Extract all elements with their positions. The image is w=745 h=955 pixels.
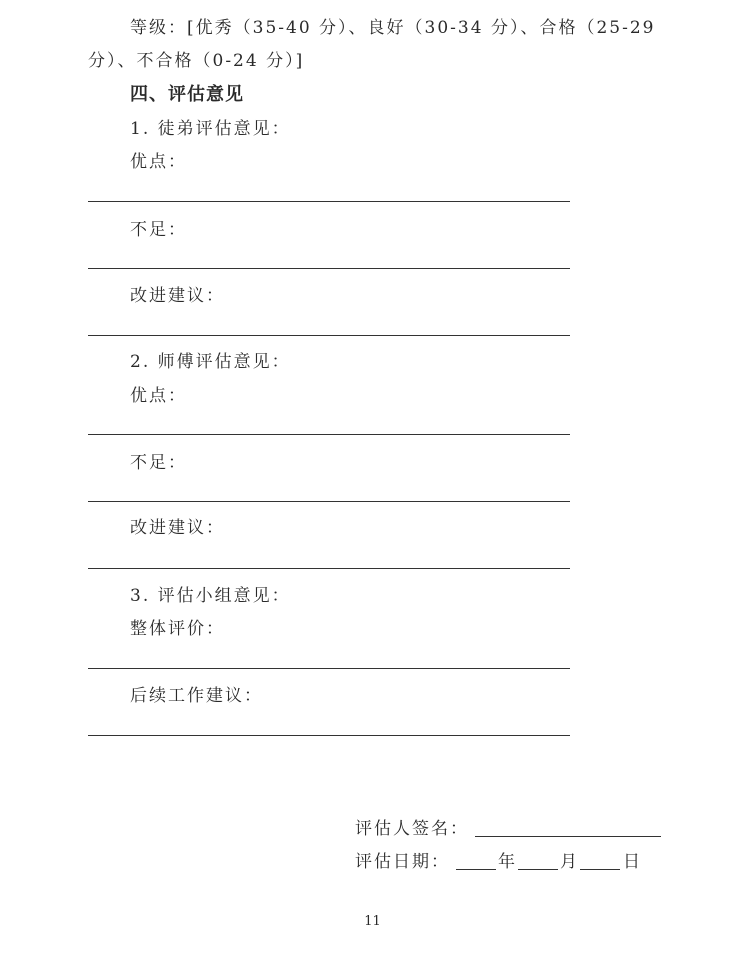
date-year-line[interactable] [456,869,496,870]
apprentice-strengths-line[interactable] [88,201,570,202]
mentor-strengths-label: 优点： [130,386,187,406]
date-day-unit: 日 [623,852,642,872]
date-label: 评估日期： [355,852,450,872]
date-year-unit: 年 [498,852,517,872]
grade-line-1: 等级：[优秀（35-40 分）、良好（30-34 分）、合格（25-29 [130,18,656,38]
apprentice-heading: 1. 徒弟评估意见： [130,119,291,139]
section-title: 四、评估意见 [130,84,244,105]
panel-overall-line[interactable] [88,668,570,669]
mentor-strengths-line[interactable] [88,434,570,435]
page-number: 11 [364,914,381,929]
apprentice-suggestions-line[interactable] [88,335,570,336]
panel-follow-up-label: 后续工作建议： [130,686,263,706]
signer-label: 评估人签名： [355,819,469,839]
mentor-heading: 2. 师傅评估意见： [130,352,291,372]
panel-heading: 3. 评估小组意见： [130,586,291,606]
panel-overall-label: 整体评价： [130,619,225,639]
mentor-suggestions-line[interactable] [88,568,570,569]
mentor-weaknesses-line[interactable] [88,501,570,502]
date-month-unit: 月 [560,852,579,872]
mentor-suggestions-label: 改进建议： [130,518,225,538]
apprentice-suggestions-label: 改进建议： [130,286,225,306]
panel-follow-up-line[interactable] [88,735,570,736]
grade-line-2: 分）、不合格（0-24 分）] [88,51,305,71]
date-day-line[interactable] [580,869,620,870]
apprentice-weaknesses-line[interactable] [88,268,570,269]
mentor-weaknesses-label: 不足： [130,453,187,473]
apprentice-weaknesses-label: 不足： [130,220,187,240]
date-month-line[interactable] [518,869,558,870]
apprentice-strengths-label: 优点： [130,152,187,172]
signer-line[interactable] [475,836,661,837]
